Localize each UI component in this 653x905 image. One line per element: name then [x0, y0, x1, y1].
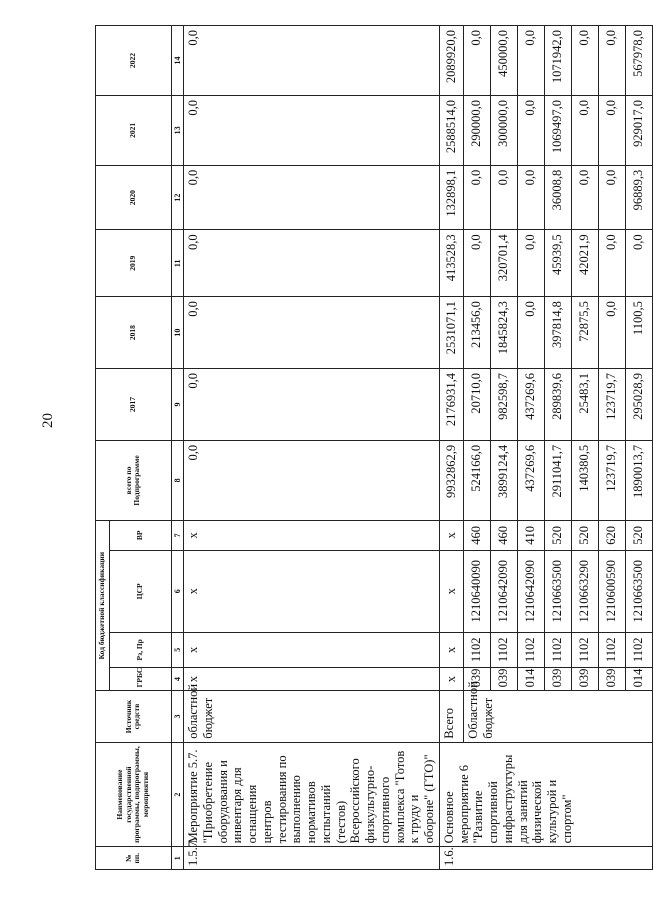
cell-grbs: 039	[571, 667, 598, 691]
cell-2020: 96889,3	[625, 165, 652, 230]
cell-2018: 0,0	[184, 297, 440, 369]
col-number: 9	[171, 369, 183, 441]
header-year-2022: 2022	[96, 26, 172, 96]
row-name: Мероприятие 5.7. "Приобретение оборудования и инвентаря для оснащения центров тестирования по выполнению нормативов испытаний (тестов) Всероссийского физкультурно-спортивного комплекса "Готов к труду и обороне" (ГТО)"	[184, 742, 440, 847]
cell-2017: 0,0	[184, 369, 440, 441]
cell-2018: 0,0	[517, 297, 544, 369]
cell-2017: 20710,0	[463, 369, 490, 441]
cell-total: 1890013,7	[625, 440, 652, 520]
col-number: 7	[171, 520, 183, 550]
cell-csr: 1210663500	[544, 550, 571, 632]
cell-2018: 72875,5	[571, 297, 598, 369]
col-number: 4	[171, 667, 183, 691]
cell-grbs: x	[184, 667, 440, 691]
col-number: 8	[171, 440, 183, 520]
cell-total: 9932862,9	[439, 440, 463, 520]
cell-2018: 213456,0	[463, 297, 490, 369]
cell-2022: 0,0	[598, 26, 625, 96]
cell-2018: 1100,5	[625, 297, 652, 369]
header-grbs: ГРБС	[109, 667, 171, 691]
header-year-2021: 2021	[96, 95, 172, 165]
cell-2019: 0,0	[463, 230, 490, 297]
header-rz-pr: Рз, Пр	[109, 632, 171, 667]
col-number: 11	[171, 230, 183, 297]
cell-2018: 2531071,1	[439, 297, 463, 369]
cell-2020: 36008,8	[544, 165, 571, 230]
cell-2021: 290000,0	[463, 95, 490, 165]
row-name: Основное мероприятие 6 "Развитие спортивной инфраструктуры для занятий физической культурой и спортом"	[439, 742, 652, 847]
header-row-1	[96, 26, 110, 870]
cell-csr: 1210640090	[463, 550, 490, 632]
cell-grbs: 014	[625, 667, 652, 691]
cell-total: 437269,6	[517, 440, 544, 520]
cell-2022: 567978,0	[625, 26, 652, 96]
cell-rz-pr: x	[184, 632, 440, 667]
col-number: 13	[171, 95, 183, 165]
header-csr: ЦСР	[109, 550, 171, 632]
row-number: 1.6.	[439, 847, 652, 870]
cell-csr: x	[184, 550, 440, 632]
cell-csr: 1210663500	[625, 550, 652, 632]
cell-vr: x	[184, 520, 440, 550]
cell-2018: 0,0	[598, 297, 625, 369]
cell-grbs: 039	[544, 667, 571, 691]
header-year-2020: 2020	[96, 165, 172, 230]
cell-2021: 0,0	[517, 95, 544, 165]
cell-total: 2911041,7	[544, 440, 571, 520]
header-name: Наименование государственной программы, подпрограммы, мероприятия	[96, 742, 172, 847]
cell-vr: 520	[544, 520, 571, 550]
cell-2017: 437269,6	[517, 369, 544, 441]
col-number: 5	[171, 632, 183, 667]
cell-csr: 1210600590	[598, 550, 625, 632]
col-number: 12	[171, 165, 183, 230]
cell-grbs: 039	[598, 667, 625, 691]
header-budget-code: Код бюджетной классификации	[96, 520, 110, 690]
cell-2019: 0,0	[598, 230, 625, 297]
cell-2021: 300000,0	[490, 95, 517, 165]
cell-2018: 397814,8	[544, 297, 571, 369]
row-number: 1.5.7.	[184, 847, 440, 870]
cell-grbs: x	[439, 667, 463, 691]
cell-grbs: 014	[517, 667, 544, 691]
cell-2017: 25483,1	[571, 369, 598, 441]
cell-2021: 0,0	[184, 95, 440, 165]
cell-2021: 929017,0	[625, 95, 652, 165]
cell-2021: 0,0	[571, 95, 598, 165]
table-row-1-6-total	[439, 26, 463, 870]
cell-2020: 0,0	[517, 165, 544, 230]
cell-2019: 413528,3	[439, 230, 463, 297]
cell-vr: 620	[598, 520, 625, 550]
row-source: областной бюджет	[184, 691, 440, 742]
cell-2020: 132898,1	[439, 165, 463, 230]
header-year-2019: 2019	[96, 230, 172, 297]
cell-2020: 0,0	[598, 165, 625, 230]
cell-total: 140380,5	[571, 440, 598, 520]
cell-2021: 0,0	[598, 95, 625, 165]
cell-rz-pr: x	[439, 632, 463, 667]
cell-2019: 45939,5	[544, 230, 571, 297]
cell-rz-pr: 1102	[544, 632, 571, 667]
cell-grbs: 039	[463, 667, 490, 691]
header-year-2018: 2018	[96, 297, 172, 369]
cell-2017: 295028,9	[625, 369, 652, 441]
cell-csr: 1210663290	[571, 550, 598, 632]
header-source: Источник средств	[96, 691, 172, 742]
cell-2020: 0,0	[490, 165, 517, 230]
cell-vr: 410	[517, 520, 544, 550]
col-number: 6	[171, 550, 183, 632]
cell-grbs: 039	[490, 667, 517, 691]
cell-2022: 1071942,0	[544, 26, 571, 96]
cell-vr: 520	[571, 520, 598, 550]
cell-2022: 0,0	[184, 26, 440, 96]
cell-2017: 123719,7	[598, 369, 625, 441]
cell-csr: 1210642090	[490, 550, 517, 632]
cell-csr: x	[439, 550, 463, 632]
col-number: 1	[171, 847, 183, 870]
cell-2020: 0,0	[463, 165, 490, 230]
cell-total: 0,0	[184, 440, 440, 520]
cell-2020: 0,0	[184, 165, 440, 230]
cell-vr: 460	[490, 520, 517, 550]
cell-2018: 1845824,3	[490, 297, 517, 369]
cell-2020: 0,0	[571, 165, 598, 230]
cell-2022: 0,0	[517, 26, 544, 96]
table-row-1-5-7	[184, 26, 440, 870]
cell-2022: 0,0	[571, 26, 598, 96]
cell-rz-pr: 1102	[490, 632, 517, 667]
col-number: 3	[171, 691, 183, 742]
cell-2021: 1069497,0	[544, 95, 571, 165]
col-number: 2	[171, 742, 183, 847]
cell-total: 123719,7	[598, 440, 625, 520]
cell-2022: 2089920,0	[439, 26, 463, 96]
rotated-table-wrapper	[95, 25, 646, 870]
cell-2019: 0,0	[184, 230, 440, 297]
header-year-2017: 2017	[96, 369, 172, 441]
cell-2022: 0,0	[463, 26, 490, 96]
cell-2022: 450000,0	[490, 26, 517, 96]
page-number: 20	[40, 413, 56, 428]
header-num: № пп.	[96, 847, 172, 870]
cell-rz-pr: 1102	[625, 632, 652, 667]
column-number-row	[171, 26, 183, 870]
cell-2017: 289839,6	[544, 369, 571, 441]
cell-total: 3899124,4	[490, 440, 517, 520]
col-number: 14	[171, 26, 183, 96]
cell-rz-pr: 1102	[598, 632, 625, 667]
cell-vr: 520	[625, 520, 652, 550]
cell-2017: 2176931,4	[439, 369, 463, 441]
header-total: всего по Подпрограмме	[96, 440, 172, 520]
cell-2019: 0,0	[625, 230, 652, 297]
cell-total: 524166,0	[463, 440, 490, 520]
cell-2019: 0,0	[517, 230, 544, 297]
header-vr: ВР	[109, 520, 171, 550]
cell-rz-pr: 1102	[571, 632, 598, 667]
cell-rz-pr: 1102	[463, 632, 490, 667]
budget-table	[95, 25, 653, 870]
cell-2017: 982598,7	[490, 369, 517, 441]
cell-csr: 1210642090	[517, 550, 544, 632]
cell-vr: 460	[463, 520, 490, 550]
cell-2021: 2588514,0	[439, 95, 463, 165]
cell-2019: 42021,9	[571, 230, 598, 297]
row-source-regional: Областной бюджет	[463, 691, 652, 742]
cell-rz-pr: 1102	[517, 632, 544, 667]
cell-vr: x	[439, 520, 463, 550]
col-number: 10	[171, 297, 183, 369]
cell-2019: 320701,4	[490, 230, 517, 297]
row-source-total: Всего	[439, 691, 463, 742]
